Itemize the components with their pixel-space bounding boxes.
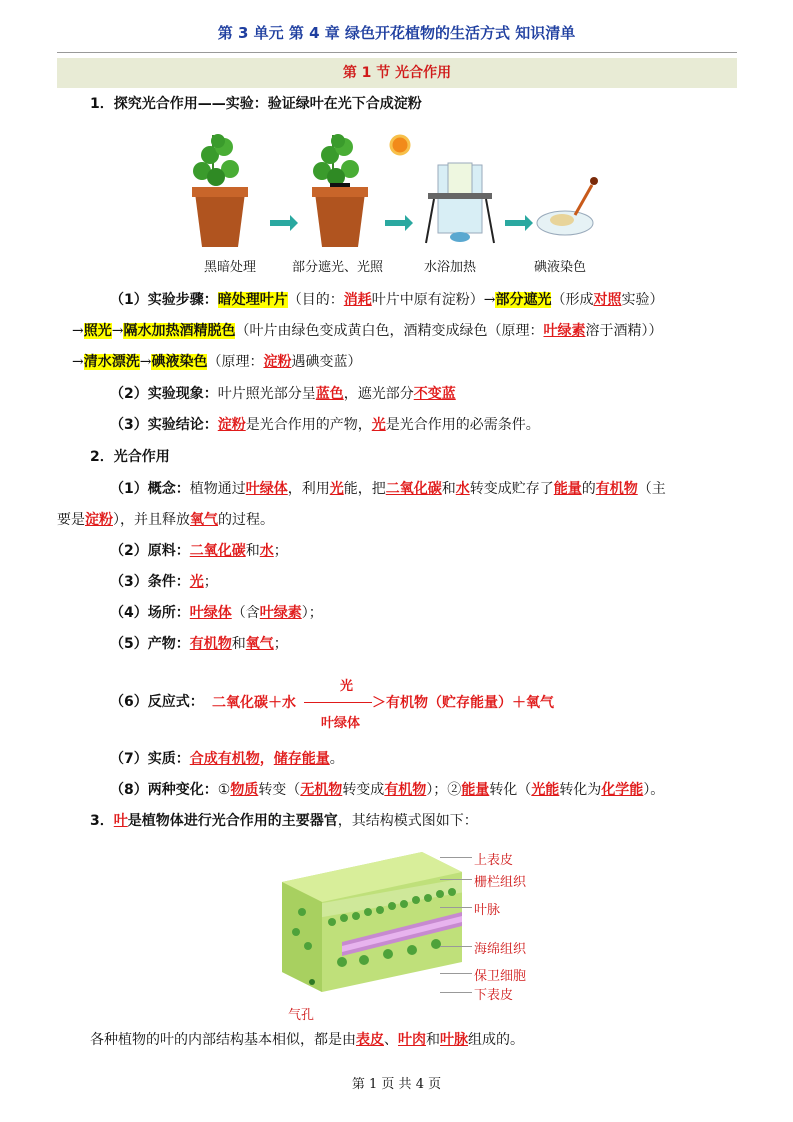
materials-line: （2）原料：二氧化碳和水； [110,543,288,559]
leaf-structure-figure [272,842,472,1012]
heading-3: 3．叶是植物体进行光合作用的主要器官，其结构模式图如下： [90,813,478,829]
conclusion-line: （3）实验结论：淀粉是光合作用的产物，光是光合作用的必需条件。 [110,417,540,433]
label-upper-epidermis: 上表皮 [474,853,514,868]
phenomenon-line: （2）实验现象：叶片照光部分呈蓝色，遮光部分不变蓝 [110,386,456,402]
stoma-icon [309,979,315,985]
section-title: 第 1 节 光合作用 [57,58,737,88]
fig-label-2: 部分遮光、光照 [292,260,384,275]
label-guard-cell: 保卫细胞 [474,969,527,984]
experiment-figure [190,125,610,255]
water-bath-icon [426,163,494,243]
label-vein: 叶脉 [474,903,501,918]
equation-arrow-line [304,702,372,703]
label-palisade-tissue: 栅栏组织 [474,875,527,890]
header-rule [57,52,737,53]
essence-line: （7）实质：合成有机物，储存能量。 [110,751,344,767]
plant-dark-icon [192,134,248,247]
label-spongy-tissue: 海绵组织 [474,942,527,957]
leaf-summary-line: 各种植物的叶的内部结构基本相似，都是由表皮、叶肉和叶脉组成的。 [90,1032,524,1048]
document-title: 第 3 单元 第 4 章 绿色开花植物的生活方式 知识清单 [217,24,576,42]
plant-covered-icon [312,134,368,247]
equation-reactants: 二氧化碳＋水 [212,695,296,711]
steps-line-3: →清水漂洗→碘液染色（原理：淀粉遇碘变蓝） [72,354,362,370]
label-stoma: 气孔 [288,1008,315,1023]
label-lower-epidermis: 下表皮 [474,988,514,1003]
conditions-line: （3）条件：光； [110,574,218,590]
page-footer: 第 1 页 共 4 页 [351,1077,442,1092]
location-line: （4）场所：叶绿体（含叶绿素）； [110,605,323,621]
sun-icon [391,136,409,154]
equation-condition-light: 光 [340,679,354,694]
equation-condition-chloroplast: 叶绿体 [321,716,361,731]
iodine-dish-icon [537,177,598,235]
fig-label-1: 黑暗处理 [204,260,257,275]
steps-line-1: （1）实验步骤：暗处理叶片（目的：消耗叶片中原有淀粉）→部分遮光（形成对照实验） [110,292,664,308]
changes-line: （8）两种变化：①物质转变（无机物转变成有机物）；②能量转化（光能转化为化学能）。 [110,782,665,798]
fig-label-3: 水浴加热 [424,260,477,275]
steps-line-2: →照光→隔水加热酒精脱色（叶片由绿色变成黄白色，酒精变成绿色（原理：叶绿素溶于酒精）） [72,323,663,339]
equation-label: （6）反应式： [110,694,204,710]
products-line: （5）产物：有机物和氧气； [110,636,288,652]
fig-label-4: 碘液染色 [534,260,587,275]
concept-line-2: 要是淀粉），并且释放氧气的过程。 [57,512,274,528]
heading-2: 2．光合作用 [90,449,170,465]
heading-1: 1．探究光合作用——实验：验证绿叶在光下合成淀粉 [90,96,422,112]
concept-line-1: （1）概念：植物通过叶绿体，利用光能，把二氧化碳和水转变成贮存了能量的有机物（主 [110,481,666,497]
equation-products: ＞有机物（贮存能量）＋氧气 [372,695,554,711]
